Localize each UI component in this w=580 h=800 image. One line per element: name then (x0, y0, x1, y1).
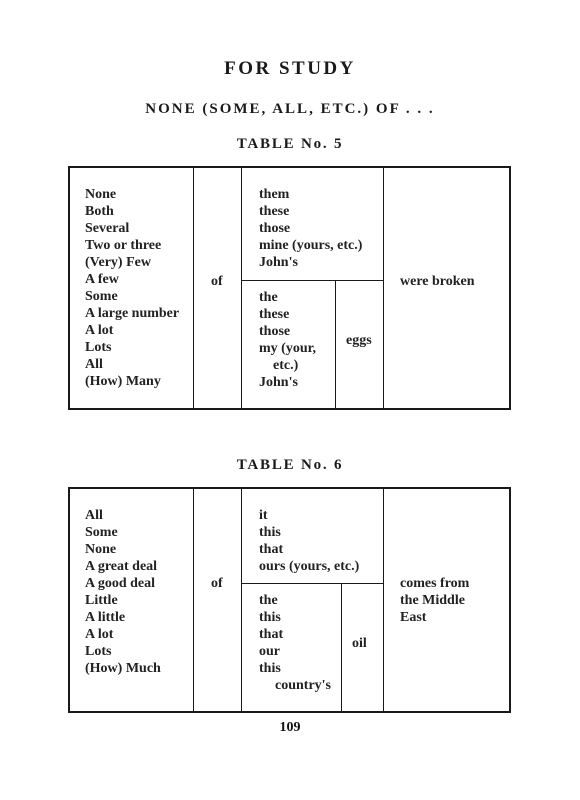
determiner: etc.) (273, 358, 299, 373)
quantifier: Two or three (85, 238, 162, 253)
determiner: the (259, 290, 278, 305)
table6-pronouns (259, 507, 359, 575)
table6-caption: TABLE No. 6 (236, 457, 344, 473)
table6-verb (400, 575, 469, 626)
table6-determiners (259, 592, 331, 694)
table5-pronouns (259, 186, 362, 271)
table5-divider-1 (193, 168, 194, 408)
pronoun: it (259, 508, 268, 523)
determiner: this (259, 661, 281, 676)
pronoun: these (259, 204, 290, 219)
determiner: the (259, 593, 278, 608)
determiner: John's (259, 375, 298, 390)
table5-divider-3 (335, 280, 336, 408)
quantifier: Some (85, 525, 118, 540)
table5-divider-4 (383, 168, 384, 408)
table6-of: of (211, 576, 223, 591)
table6-quantifiers (85, 507, 161, 677)
table6-divider-3 (341, 583, 342, 711)
quantifier: None (85, 542, 117, 557)
table6 (68, 487, 511, 713)
table6-divider-1 (193, 489, 194, 711)
quantifier: Both (85, 204, 114, 219)
pronoun: them (259, 187, 290, 202)
table5-divider-2 (241, 168, 242, 408)
quantifier: A few (85, 272, 119, 287)
quantifier: Little (85, 593, 118, 608)
pronoun: ours (yours, etc.) (259, 559, 360, 574)
pronoun: John's (259, 255, 298, 270)
table6-row-divider (241, 583, 383, 584)
quantifier: Several (85, 221, 130, 236)
verb-line: East (400, 610, 427, 625)
table5-row-divider (241, 280, 383, 281)
determiner: those (259, 324, 291, 339)
table5-determiners (259, 289, 316, 391)
section-subtitle: NONE (SOME, ALL, ETC.) OF . . . (145, 101, 435, 117)
quantifier: All (85, 357, 103, 372)
table6-noun: oil (352, 636, 367, 651)
page-title: FOR STUDY (224, 58, 356, 79)
quantifier: A great deal (85, 559, 158, 574)
determiner: my (your, (259, 341, 317, 356)
table5-noun: eggs (346, 333, 372, 348)
quantifier: Some (85, 289, 118, 304)
determiner: that (259, 627, 284, 642)
verb-line: the Middle (400, 593, 465, 608)
quantifier: A good deal (85, 576, 156, 591)
table5-caption: TABLE No. 5 (236, 136, 344, 152)
page-number: 109 (279, 720, 301, 735)
quantifier: A lot (85, 627, 114, 642)
quantifier: None (85, 187, 117, 202)
quantifier: A large number (85, 306, 180, 321)
determiner: country's (275, 678, 331, 693)
table6-divider-4 (383, 489, 384, 711)
pronoun: this (259, 525, 281, 540)
table5-verb: were broken (400, 274, 475, 289)
quantifier: Lots (85, 340, 112, 355)
pronoun: those (259, 221, 291, 236)
verb-line: comes from (400, 576, 470, 591)
table5-of: of (211, 274, 223, 289)
pronoun: mine (yours, etc.) (259, 238, 363, 253)
quantifier: A little (85, 610, 126, 625)
quantifier: (How) Many (85, 374, 161, 389)
table5-quantifiers (85, 186, 179, 390)
table6-divider-2 (241, 489, 242, 711)
quantifier: A lot (85, 323, 114, 338)
determiner: these (259, 307, 290, 322)
quantifier: (Very) Few (85, 255, 151, 270)
determiner: this (259, 610, 281, 625)
table5 (68, 166, 511, 410)
determiner: our (259, 644, 280, 659)
quantifier: (How) Much (85, 661, 161, 676)
quantifier: Lots (85, 644, 112, 659)
quantifier: All (85, 508, 103, 523)
pronoun: that (259, 542, 284, 557)
